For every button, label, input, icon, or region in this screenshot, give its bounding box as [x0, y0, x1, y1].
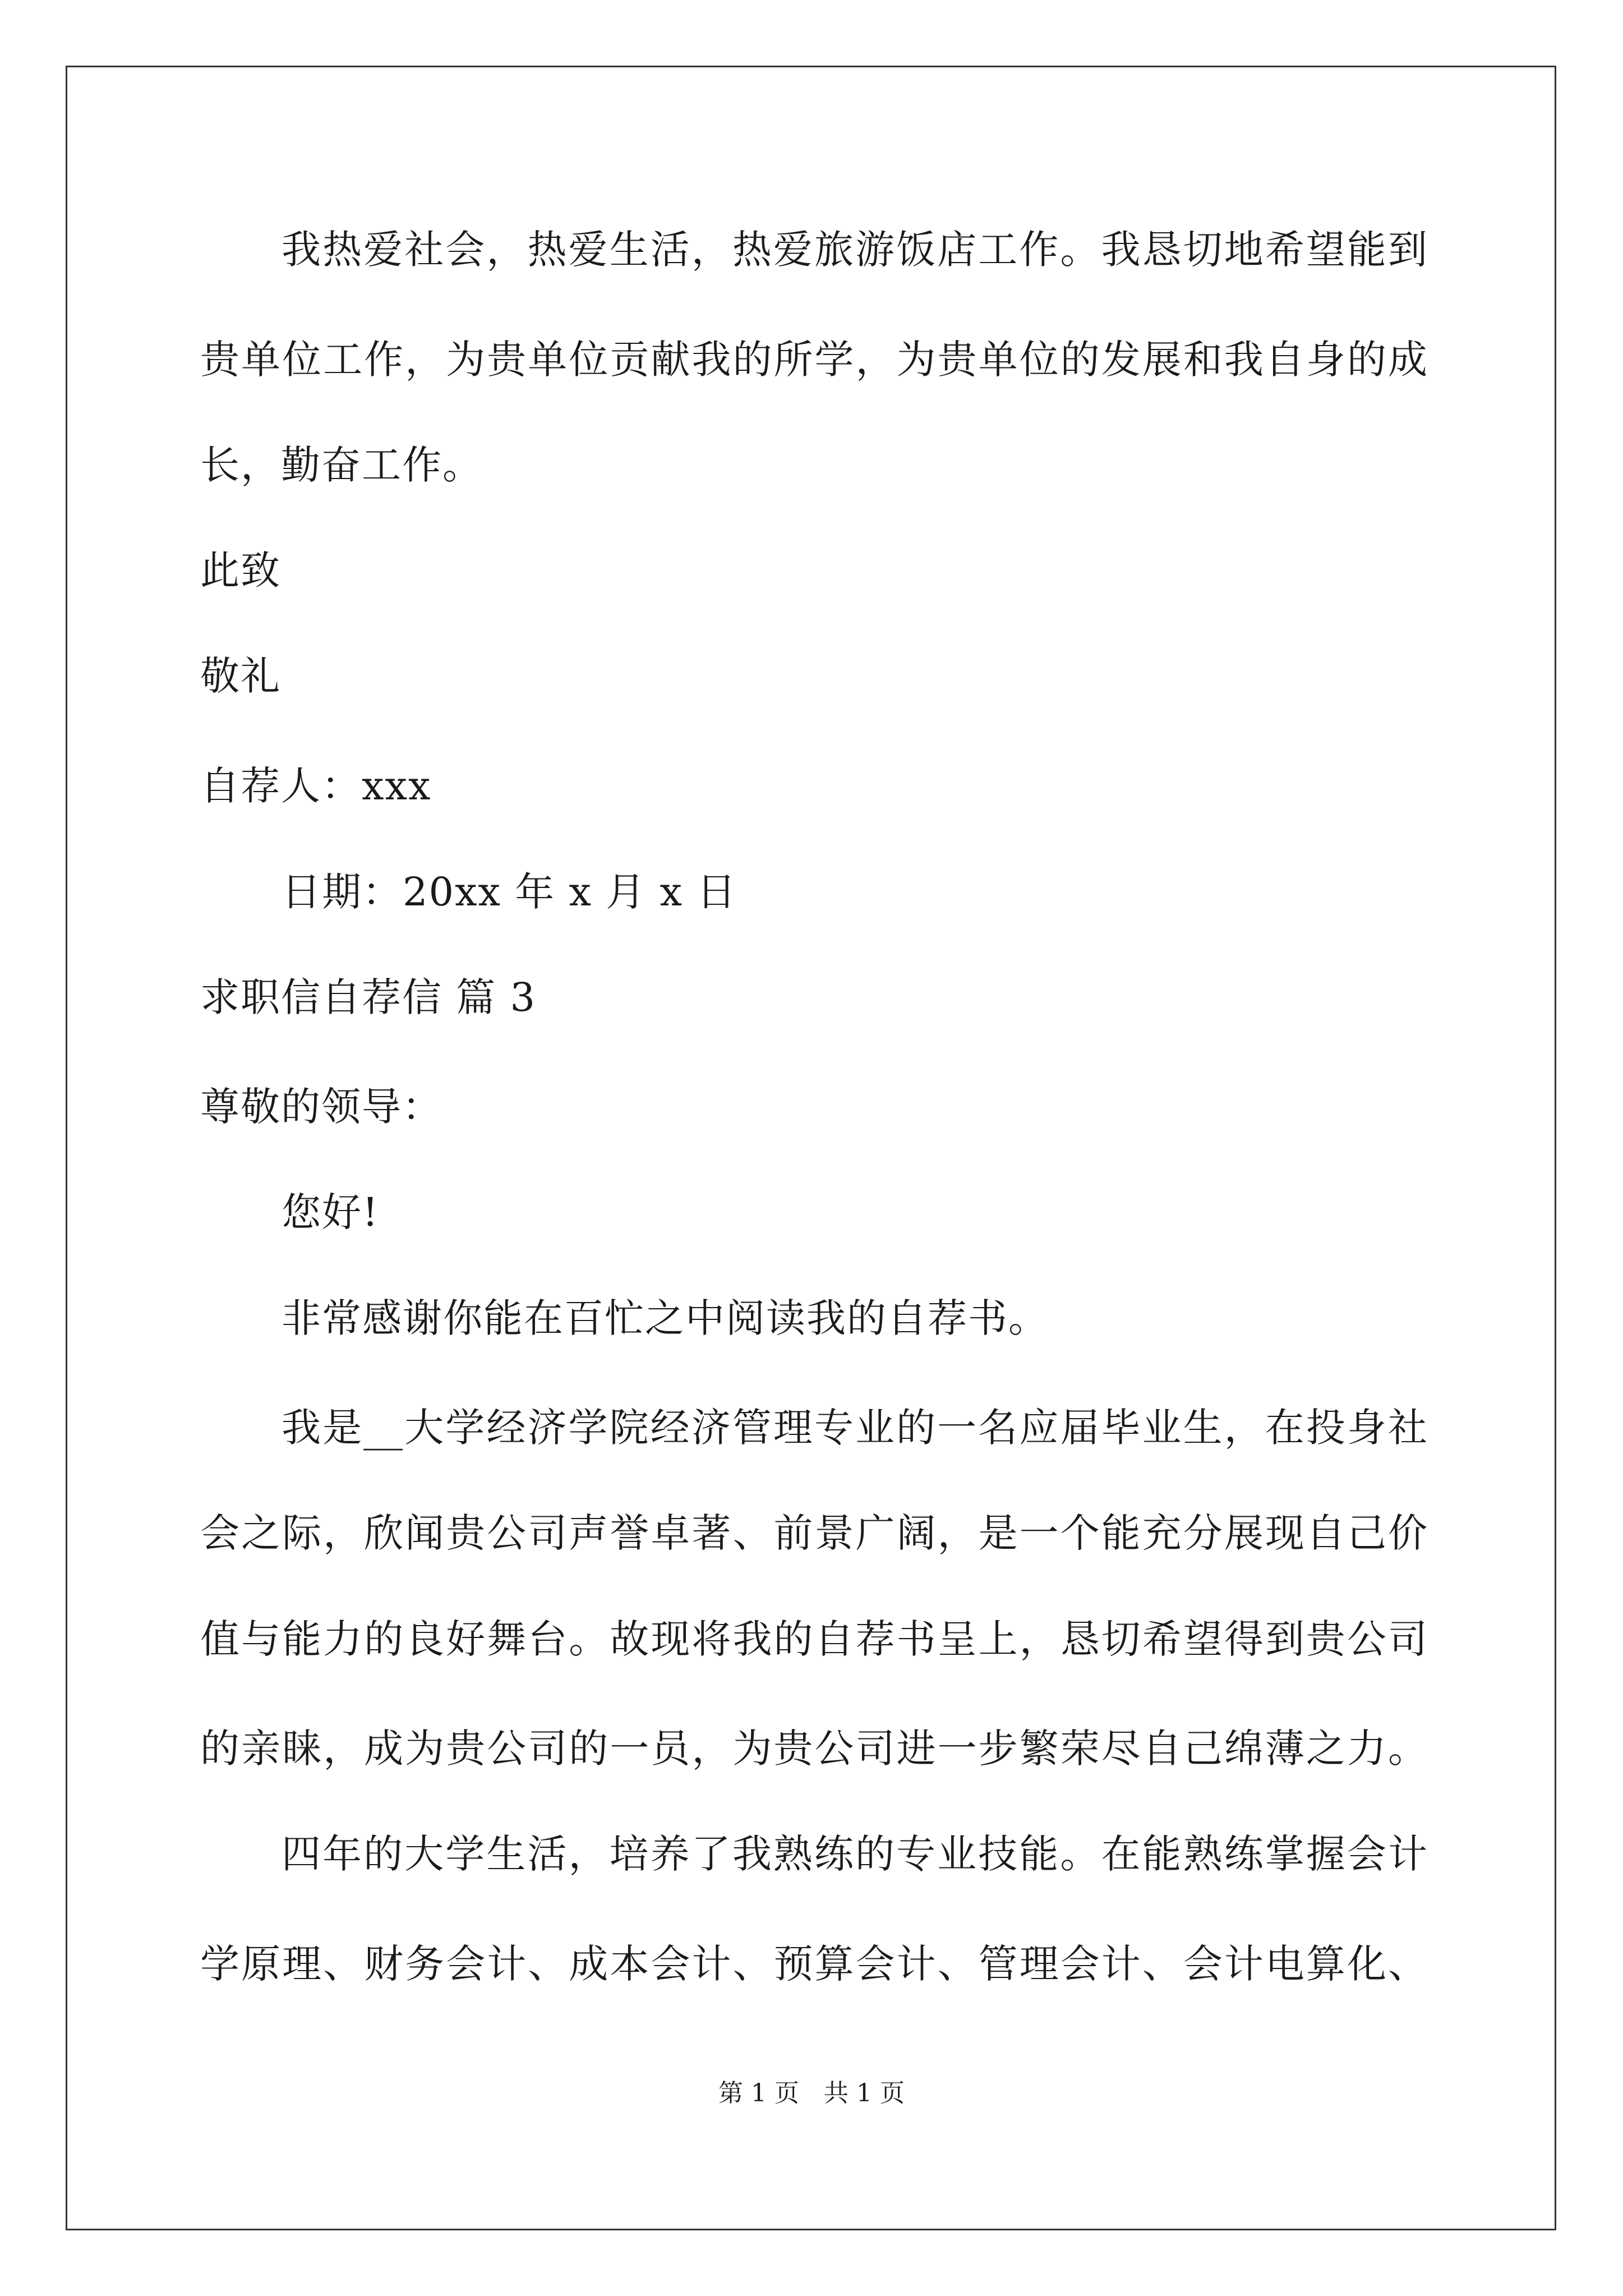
paragraph-line: 会之际，欣闻贵公司声誉卓著、前景广阔，是一个能充分展现自己价 [200, 1510, 1427, 1556]
closing-regards: 敬礼 [200, 653, 281, 699]
paragraph-line: 贵单位工作，为贵单位贡献我的所学，为贵单位的发展和我自身的成 [200, 337, 1427, 383]
page-border [66, 66, 1556, 2230]
date-line: 日期：20xx 年 x 月 x 日 [282, 869, 737, 915]
greeting: 您好! [282, 1189, 380, 1235]
paragraph-line: 的亲睐，成为贵公司的一员，为贵公司进一步繁荣尽自己绵薄之力。 [200, 1726, 1427, 1772]
paragraph-line: 我热爱社会，热爱生活，热爱旅游饭店工作。我恳切地希望能到 [282, 227, 1427, 273]
page-footer: 第 1 页 共 1 页 [718, 2079, 905, 2108]
signature-line: 自荐人：xxx [200, 763, 432, 809]
greeting-recipient: 尊敬的领导： [200, 1084, 442, 1130]
paragraph-line: 四年的大学生活，培养了我熟练的专业技能。在能熟练掌握会计 [282, 1831, 1427, 1877]
closing-salutation: 此致 [200, 547, 281, 593]
paragraph-line: 值与能力的良好舞台。故现将我的自荐书呈上，恳切希望得到贵公司 [200, 1616, 1427, 1662]
section-heading: 求职信自荐信 篇 3 [200, 974, 537, 1020]
paragraph-line: 学原理、财务会计、成本会计、预算会计、管理会计、会计电算化、 [200, 1941, 1427, 1987]
paragraph-line: 长，勤奋工作。 [200, 442, 483, 488]
paragraph-line: 我是__大学经济学院经济管理专业的一名应届毕业生，在投身社 [282, 1405, 1427, 1451]
paragraph-line: 非常感谢你能在百忙之中阅读我的自荐书。 [282, 1295, 1049, 1341]
